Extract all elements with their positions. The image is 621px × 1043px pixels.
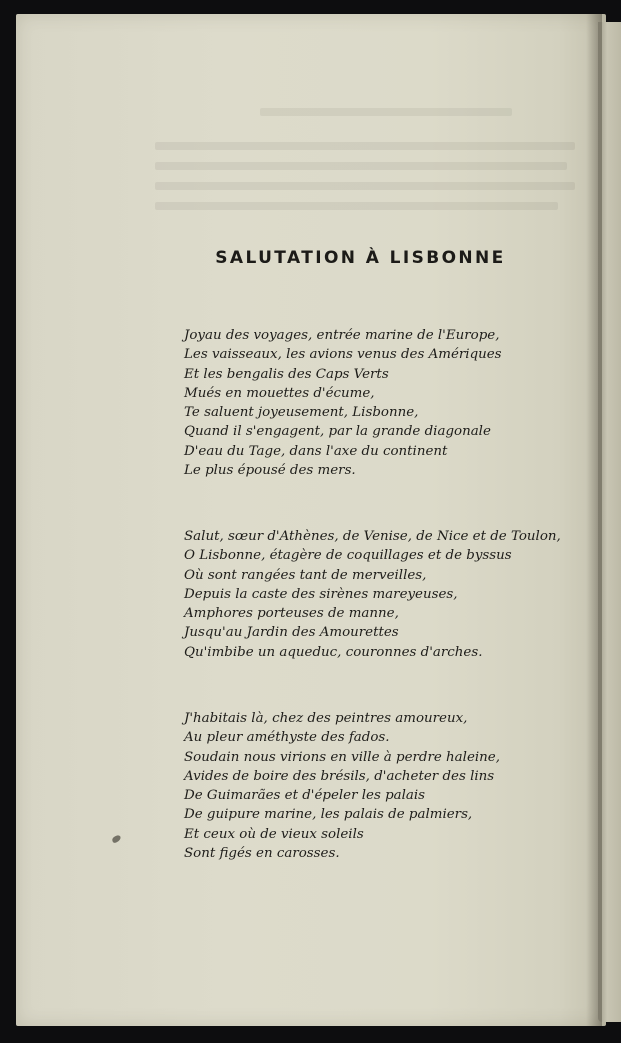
verse-line: Soudain nous virions en ville à perdre haleine, xyxy=(184,749,500,765)
verse-line: Jusqu'au Jardin des Amourettes xyxy=(184,625,399,641)
verse-line: Quand il s'engagent, par la grande diagonale xyxy=(184,424,491,440)
verse-line: Au pleur améthyste des fados. xyxy=(184,730,390,746)
verse-line: Salut, sœur d'Athènes, de Venise, de Nice et de Toulon, xyxy=(184,529,561,544)
verse-line: Amphores porteuses de manne, xyxy=(184,606,399,622)
verse-line: Mués en mouettes d'écume, xyxy=(184,385,375,401)
verse-line: Et les bengalis des Caps Verts xyxy=(184,366,389,382)
verse-line: De Guimarães et d'épeler les palais xyxy=(184,788,426,804)
verse-line: Le plus épousé des mers. xyxy=(184,463,356,479)
verse-line: Depuis la caste des sirènes mareyeuses, xyxy=(184,586,458,602)
verse-line: Les vaisseaux, les avions venus des Amériques xyxy=(184,347,502,363)
verse-line: Te saluent joyeusement, Lisbonne, xyxy=(184,405,419,421)
gutter-shadow xyxy=(586,14,602,1026)
verse-line: Avides de boire des brésils, d'acheter des lins xyxy=(184,768,495,784)
poem-title: SALUTATION À LISBONNE xyxy=(215,248,506,269)
verse-line: Sont figés en carosses. xyxy=(184,846,340,862)
verse-line: Et ceux où de vieux soleils xyxy=(184,826,364,842)
verse-line: D'eau du Tage, dans l'axe du continent xyxy=(184,443,448,459)
verse-line: Où sont rangées tant de merveilles, xyxy=(184,567,427,583)
verse-line: De guipure marine, les palais de palmiers, xyxy=(184,807,473,823)
stanza-1 xyxy=(184,326,502,480)
stanza-3 xyxy=(184,709,500,863)
verse-line: O Lisbonne, étagère de coquillages et de byssus xyxy=(184,548,512,564)
stanza-2 xyxy=(184,527,561,662)
verse-line: J'habitais là, chez des peintres amoureux, xyxy=(184,711,468,726)
verse-line: Joyau des voyages, entrée marine de l'Europe, xyxy=(184,328,500,343)
verse-line: Qu'imbibe un aqueduc, couronnes d'arches. xyxy=(184,644,483,660)
paper-sheet xyxy=(16,14,606,1026)
